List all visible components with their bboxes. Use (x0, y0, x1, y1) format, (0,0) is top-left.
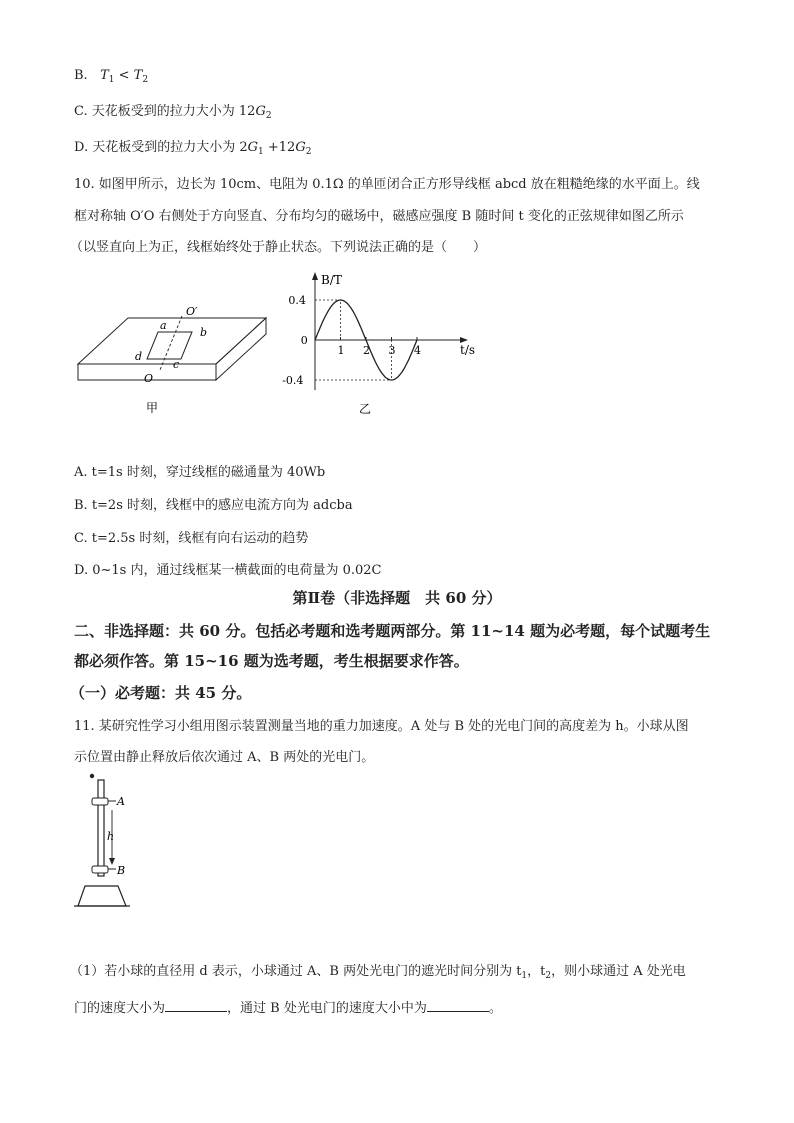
fig-jia-label-d: d (135, 350, 143, 363)
y-tick-label: 0.4 (288, 294, 306, 307)
q11-line2: 示位置由静止释放后依次通过 A、B 两处的光电门。 (74, 750, 375, 765)
fig-label-a: A (117, 795, 125, 808)
option-b-q9: B. $T_1 < T_2$ (74, 68, 149, 85)
y-axis-label: B/T (321, 273, 342, 287)
q11-line1: 11. 某研究性学习小组用图示装置测量当地的重力加速度。A 处与 B 处的光电门间的高度差为 h。小球从图 (74, 719, 689, 734)
fig-yi-caption: 乙 (359, 402, 372, 416)
section-intro-line1: 二、非选择题：共 60 分。包括必考题和选考题两部分。第 11~14 题为必考题，每个试题考生 (74, 622, 711, 640)
x-tick-label: 1 (337, 344, 345, 357)
fig-label-h: h (107, 830, 115, 843)
q10-line2: 框对称轴 O′O 右侧处于方向竖直、分布均匀的磁场中，磁感应强度 B 随时间 t 变化的正弦规律如图乙所示 (74, 209, 684, 224)
q11-sub1-line2: 门的速度大小为 ，通过 B 处光电门的速度大小中为 。 (74, 1001, 502, 1016)
figure-apparatus (70, 770, 140, 910)
answer-blank-b[interactable] (427, 1000, 489, 1012)
q10-option-d: D. 0~1s 内，通过线框某一横截面的电荷量为 0.02C (74, 563, 382, 578)
x-axis-label: t/s (460, 343, 476, 357)
x-tick-label: 3 (388, 344, 396, 357)
section-intro-line2: 都必须作答。第 15~16 题为选考题，考生根据要求作答。 (74, 652, 469, 670)
option-d-q9: D. 天花板受到的拉力大小为 $2G_1 +12G_2$ (74, 140, 312, 157)
figure-jia (74, 296, 274, 421)
q10-line3: （以竖直向上为正，线框始终处于静止状态。下列说法正确的是（ ） (70, 240, 487, 255)
fig-jia-label-c: c (173, 358, 180, 371)
fig-jia-label-o: O (144, 372, 154, 385)
q10-option-b: B. t=2s 时刻，线框中的感应电流方向为 adcba (74, 498, 353, 513)
fig-label-b: B (117, 864, 126, 877)
section-part1-heading: （一）必考题：共 45 分。 (70, 684, 252, 702)
fig-jia-label-o-prime: O′ (186, 305, 198, 318)
fig-jia-label-b: b (200, 326, 208, 339)
answer-blank-a[interactable] (165, 1000, 227, 1012)
q10-line1: 10. 如图甲所示，边长为 10cm、电阻为 0.1Ω 的单匝闭合正方形导线框 abcd 放在粗糙绝缘的水平面上。线 (74, 177, 700, 192)
q10-option-c: C. t=2.5s 时刻，线框有向右运动的趋势 (74, 531, 309, 546)
option-c-q9: C. 天花板受到的拉力大小为 $12G_2$ (74, 104, 272, 121)
q10-option-a: A. t=1s 时刻，穿过线框的磁通量为 40Wb (74, 465, 326, 480)
x-tick-label: 2 (363, 344, 370, 357)
q11-sub1-line1: （1）若小球的直径用 d 表示，小球通过 A、B 两处光电门的遮光时间分别为 $t_1$，$t_2$，则小球通过 A 处光电 (70, 964, 686, 981)
fig-jia-label-a: a (160, 319, 167, 332)
y-axis-arrow (312, 272, 318, 280)
x-tick-label: 4 (414, 344, 421, 357)
fig-jia-caption: 甲 (146, 401, 159, 415)
y-tick-label: 0 (300, 334, 308, 347)
section-title: 第Ⅱ卷（非选择题 共 60 分） (292, 589, 502, 607)
figure-yi-chart (280, 268, 490, 418)
y-tick-label: -0.4 (282, 374, 304, 387)
